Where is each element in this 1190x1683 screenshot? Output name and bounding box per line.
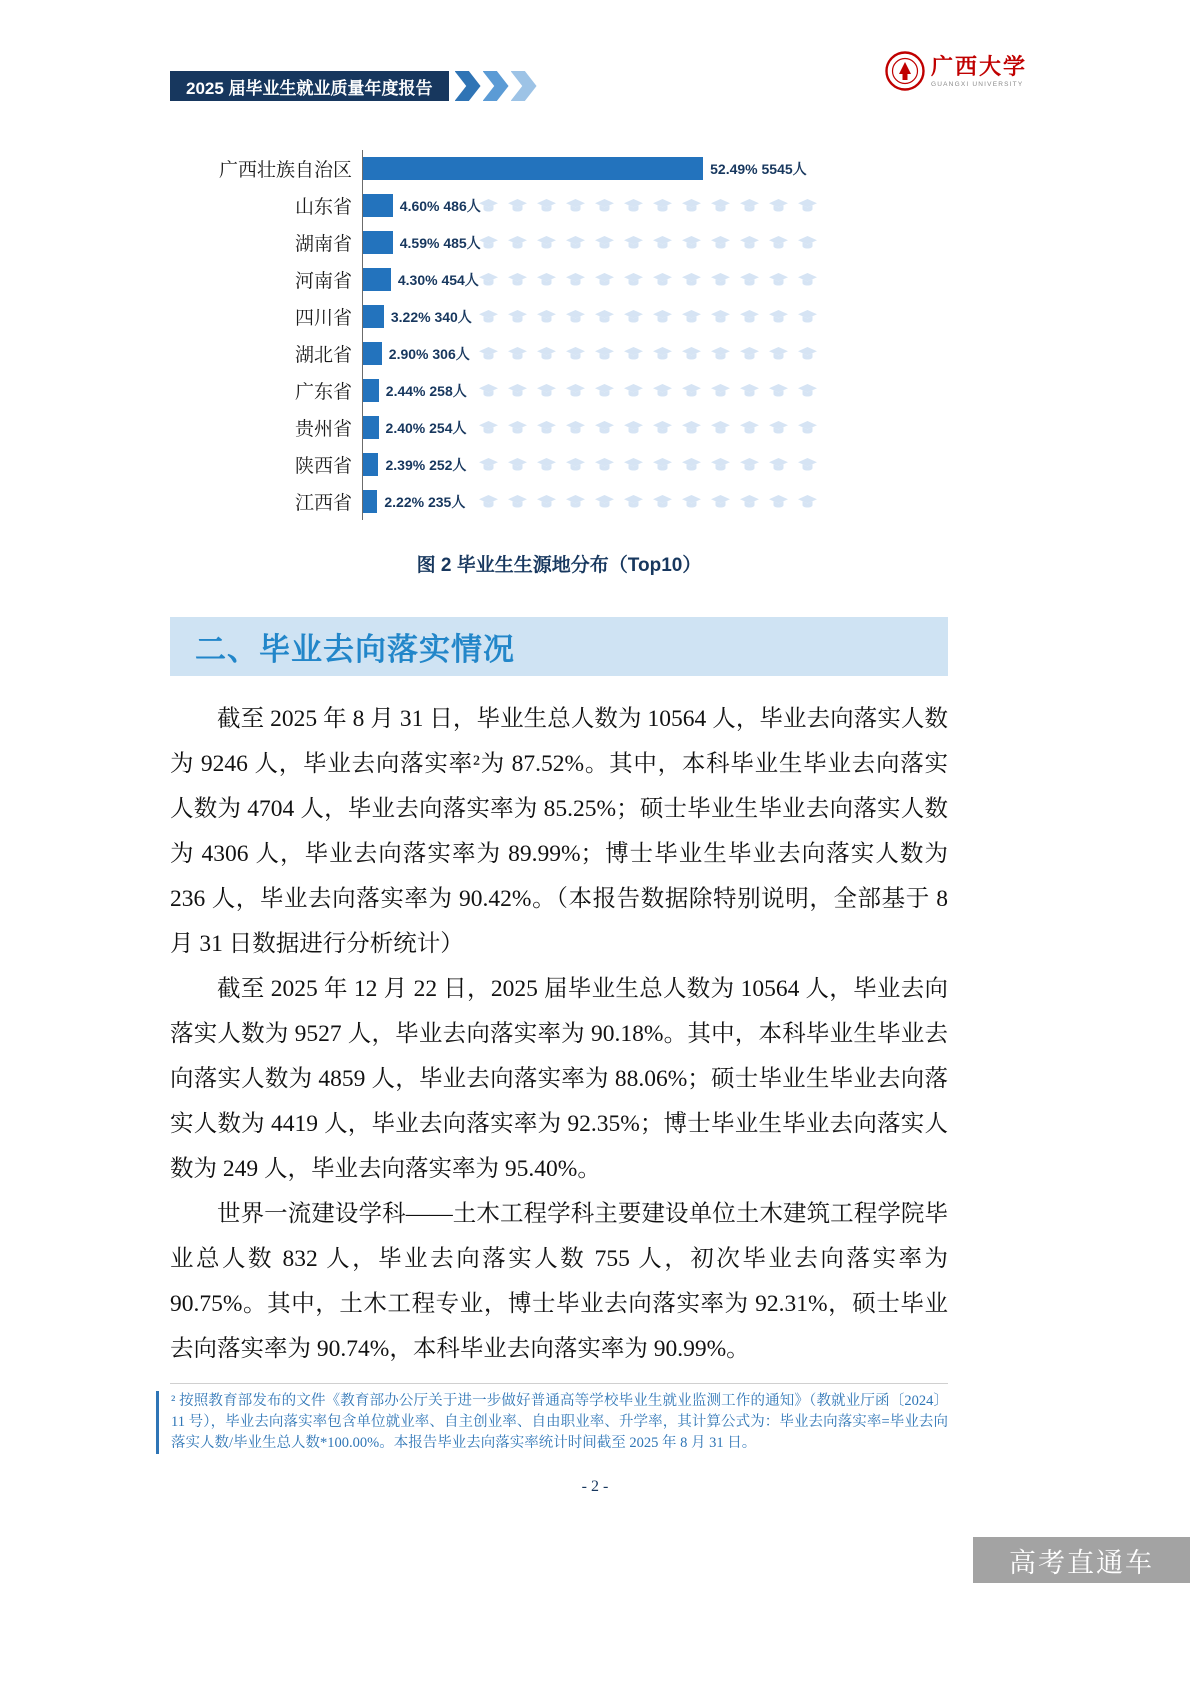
graduation-cap-icon [711,347,730,361]
chart-bar-area [362,335,948,372]
chart-category-label: 河南省 [294,271,352,292]
graduation-cap-icon [653,310,672,324]
chart-row [170,187,948,224]
page-number: - 2 - [581,1478,609,1495]
chart-category-label: 广西壮族自治区 [218,160,352,181]
graduation-cap-icon [566,458,585,472]
graduation-cap-icon [595,199,614,213]
graduation-cap-icon [595,236,614,250]
chart-bar [363,490,377,513]
graduation-cap-icon [508,347,527,361]
chart-value-label: 2.40% 254人 [385,419,467,436]
graduation-cap-icon [624,458,643,472]
graduation-cap-icon [711,384,730,398]
pictogram-strip [479,458,817,472]
chart-bar-area [362,409,948,446]
chart-bar [363,305,384,328]
graduation-cap-icon [508,421,527,435]
graduation-cap-icon [624,236,643,250]
graduation-cap-icon [624,199,643,213]
graduation-cap-icon [566,347,585,361]
graduation-cap-icon [682,495,701,509]
graduation-cap-icon [595,384,614,398]
graduation-cap-icon [682,199,701,213]
graduation-cap-icon [769,199,788,213]
graduation-cap-icon [798,384,817,398]
graduation-cap-icon [653,199,672,213]
graduation-cap-icon [595,458,614,472]
chart-category-label: 湖北省 [294,345,352,366]
graduation-cap-icon [769,347,788,361]
graduation-cap-icon [798,458,817,472]
graduation-cap-icon [566,273,585,287]
graduation-cap-icon [537,199,556,213]
graduation-cap-icon [711,199,730,213]
chart-row [170,150,948,187]
graduation-cap-icon [479,273,498,287]
graduation-cap-icon [740,310,759,324]
chart-row [170,261,948,298]
chart-value-label: 2.39% 252人 [385,456,467,473]
paragraph-employment-aug: 截至 2025 年 8 月 31 日，毕业生总人数为 10564 人，毕业去向落实人数为 9246 人，毕业去向落实率²为 87.52%。其中，本科毕业生毕业去向落实人数为 4704 人，毕业去向落实率为 85.25%；硕士毕业生毕业去向落实人数为 4306 人，毕业去向落实率为 89.99%；博士毕业生毕业去向落实人数为 236 人，毕业去向落实率为 90.42%。（本报告数据除特别说明，全部基于 8 月 31 日数据进行分析统计） [170,706,948,957]
chart-bar-area [362,261,948,298]
graduation-cap-icon [711,236,730,250]
graduation-cap-icon [711,421,730,435]
chart-row [170,335,948,372]
chart-row [170,483,948,520]
chart-category-label: 陕西省 [294,456,352,477]
graduation-cap-icon [508,273,527,287]
chart-value-label: 4.30% 454人 [397,271,479,288]
graduation-cap-icon [508,310,527,324]
graduation-cap-icon [508,199,527,213]
chart-bar-area [362,483,948,520]
chart-row [170,224,948,261]
graduation-cap-icon [740,199,759,213]
graduation-cap-icon [624,273,643,287]
graduation-cap-icon [537,495,556,509]
graduation-cap-icon [508,384,527,398]
section-heading [170,617,948,676]
graduation-cap-icon [479,347,498,361]
graduation-cap-icon [740,347,759,361]
graduation-cap-icon [595,347,614,361]
pictogram-strip [479,421,817,435]
graduation-cap-icon [595,310,614,324]
graduation-cap-icon [769,421,788,435]
chart-category-label: 广东省 [294,382,352,403]
graduation-cap-icon [566,310,585,324]
footnote-text: ² 按照教育部发布的文件《教育部办公厅关于进一步做好普通高等学校毕业生就业监测工作的通知》（教就业厅函〔2024〕11 号），毕业去向落实率包含单位就业率、自主创业率、自由职业率、升学率，其计算公式为：毕业去向落实率=毕业去向落实人数/毕业生总人数*100.00%。本报告毕业去向落实率统计时间截至 2025 年 8 月 31 日。 [171,1393,948,1451]
graduation-cap-icon [537,273,556,287]
chart-category-label: 山东省 [294,197,352,218]
graduation-cap-icon [798,495,817,509]
graduation-cap-icon [798,347,817,361]
pictogram-strip [479,495,817,509]
section-heading-text: 二、毕业去向落实情况 [195,632,515,667]
graduation-cap-icon [740,421,759,435]
university-logo-text [931,55,1027,88]
footnote [156,1391,948,1454]
graduation-cap-icon [682,384,701,398]
pictogram-strip [479,236,817,250]
graduation-cap-icon [711,273,730,287]
graduation-cap-icon [537,458,556,472]
graduation-cap-icon [769,236,788,250]
graduation-cap-icon [566,495,585,509]
chart-bar [363,231,393,254]
graduation-cap-icon [711,495,730,509]
chart-bar [363,268,391,291]
watermark [973,1537,1190,1583]
chart-value-label: 3.22% 340人 [390,308,472,325]
origin-distribution-chart [170,150,948,577]
graduation-cap-icon [624,347,643,361]
graduation-cap-icon [653,458,672,472]
graduation-cap-icon [798,236,817,250]
graduation-cap-icon [479,236,498,250]
graduation-cap-icon [740,384,759,398]
graduation-cap-icon [479,495,498,509]
chart-value-label: 4.60% 486人 [399,197,481,214]
chart-value-label: 2.22% 235人 [384,493,466,510]
graduation-cap-icon [798,421,817,435]
chart-row [170,372,948,409]
chart-bar [363,453,378,476]
graduation-cap-icon [566,236,585,250]
graduation-cap-icon [653,273,672,287]
chart-bar [363,379,379,402]
graduation-cap-icon [740,495,759,509]
graduation-cap-icon [682,273,701,287]
chart-value-label: 4.59% 485人 [399,234,481,251]
chart-value-label: 52.49% 5545人 [710,160,807,177]
university-name: 广西大学 [931,53,1028,79]
graduation-cap-icon [508,495,527,509]
paragraph-civil-engineering: 世界一流建设学科——土木工程学科主要建设单位土木建筑工程学院毕业总人数 832 人，毕业去向落实人数 755 人，初次毕业去向落实率为 90.75%。其中，土木工程专业，博士毕业去向落实率为 92.31%，硕士毕业去向落实率为 90.74%，本科毕业去向落实率为 90.99%。 [170,1201,948,1362]
pictogram-strip [479,310,817,324]
graduation-cap-icon [740,458,759,472]
graduation-cap-icon [798,199,817,213]
pictogram-strip [479,347,817,361]
graduation-cap-icon [537,421,556,435]
chart-bar [363,416,379,439]
chart-bar-area [362,298,948,335]
graduation-cap-icon [711,458,730,472]
paragraph-employment-dec: 截至 2025 年 12 月 22 日，2025 届毕业生总人数为 10564 人，毕业去向落实人数为 9527 人，毕业去向落实率为 90.18%。其中，本科毕业生毕业去向落实人数为 4859 人，毕业去向落实率为 88.06%；硕士毕业生毕业去向落实人数为 4419 人，毕业去向落实率为 92.35%；博士毕业生毕业去向落实人数为 249 人，毕业去向落实率为 95.40%。 [170,976,948,1182]
graduation-cap-icon [537,384,556,398]
graduation-cap-icon [711,310,730,324]
university-logo [884,50,1027,92]
report-title-bar [170,71,449,101]
chart-bar-area [362,372,948,409]
graduation-cap-icon [537,310,556,324]
chart-category-label: 四川省 [294,308,352,329]
graduation-cap-icon [479,458,498,472]
pictogram-strip [479,384,817,398]
chart-row [170,298,948,335]
graduation-cap-icon [798,310,817,324]
graduation-cap-icon [769,495,788,509]
chevron-right-icon [511,71,537,101]
graduation-cap-icon [682,236,701,250]
chart-category-label: 湖南省 [294,234,352,255]
body-text [170,697,948,1372]
graduation-cap-icon [566,199,585,213]
graduation-cap-icon [624,495,643,509]
graduation-cap-icon [537,236,556,250]
report-title: 2025 届毕业生就业质量年度报告 [186,78,433,98]
graduation-cap-icon [682,347,701,361]
chart-row [170,446,948,483]
graduation-cap-icon [769,310,788,324]
chart-rows [170,150,948,520]
graduation-cap-icon [740,273,759,287]
chevron-right-icon [455,71,481,101]
chart-value-label: 2.90% 306人 [388,345,470,362]
graduation-cap-icon [624,310,643,324]
graduation-cap-icon [479,199,498,213]
chart-value-label: 2.44% 258人 [385,382,467,399]
chart-bar-area [362,446,948,483]
graduation-cap-icon [624,384,643,398]
graduation-cap-icon [769,458,788,472]
watermark-text: 高考直通车 [1009,1547,1154,1578]
graduation-cap-icon [682,310,701,324]
graduation-cap-icon [595,421,614,435]
chart-caption: 图 2 毕业生生源地分布（Top10） [416,555,702,576]
chart-bar-area [362,187,948,224]
graduation-cap-icon [624,421,643,435]
graduation-cap-icon [682,458,701,472]
graduation-cap-icon [769,273,788,287]
graduation-cap-icon [595,495,614,509]
chart-bar [363,157,703,180]
chart-category-label: 江西省 [294,493,352,514]
university-seal-icon [884,50,926,92]
pictogram-strip [479,199,817,213]
graduation-cap-icon [508,236,527,250]
graduation-cap-icon [653,236,672,250]
graduation-cap-icon [537,347,556,361]
chart-bar [363,194,393,217]
footnote-separator [170,1383,948,1384]
graduation-cap-icon [740,236,759,250]
chart-row [170,409,948,446]
graduation-cap-icon [479,421,498,435]
university-name-en: GUANGXI UNIVERSITY [931,80,1024,88]
chevron-decoration [453,71,537,101]
chart-bar-area [362,224,948,261]
graduation-cap-icon [508,458,527,472]
graduation-cap-icon [653,421,672,435]
pictogram-strip [479,273,817,287]
page-header [170,71,537,101]
graduation-cap-icon [479,384,498,398]
graduation-cap-icon [653,495,672,509]
chart-bar [363,342,382,365]
graduation-cap-icon [566,421,585,435]
chevron-right-icon [483,71,509,101]
graduation-cap-icon [566,384,585,398]
graduation-cap-icon [595,273,614,287]
graduation-cap-icon [798,273,817,287]
chart-bar-area [362,150,948,187]
graduation-cap-icon [653,347,672,361]
graduation-cap-icon [479,310,498,324]
graduation-cap-icon [653,384,672,398]
chart-category-label: 贵州省 [294,419,352,440]
graduation-cap-icon [769,384,788,398]
graduation-cap-icon [682,421,701,435]
